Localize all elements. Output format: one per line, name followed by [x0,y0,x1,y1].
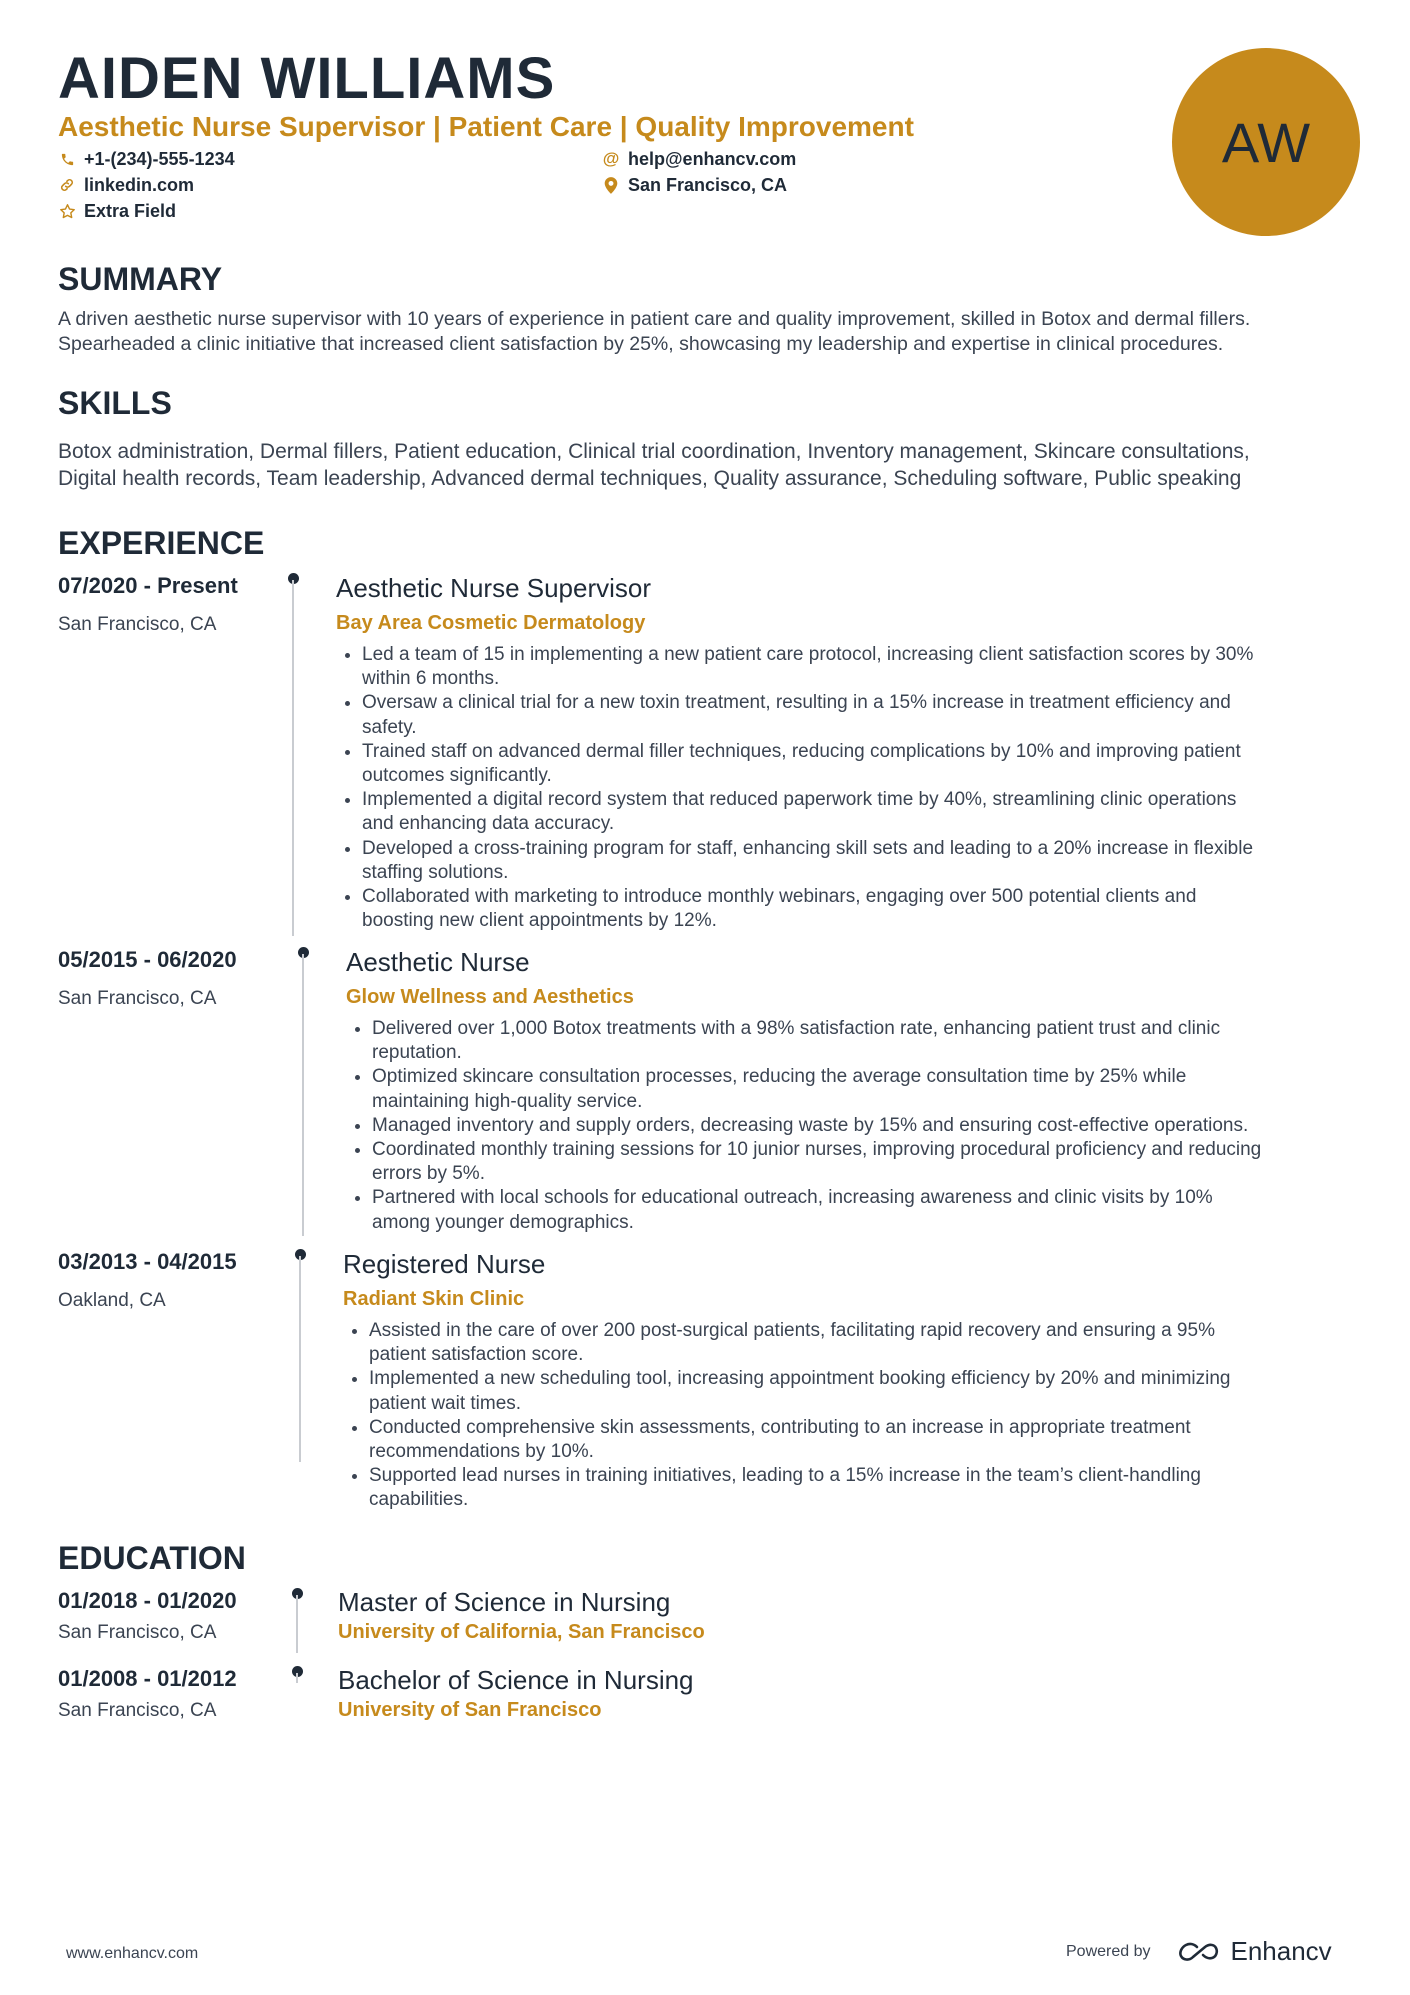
job-bullet: • Coordinated monthly training sessions for 10 junior nurses, improving procedural proficiency and reducing errors by 5%. [372,1138,1402,1186]
job-bullet: • Implemented a new scheduling tool, increasing appointment booking efficiency by 20% and minimizing patient wait times. [369,1367,1399,1415]
phone-icon [58,150,76,168]
job-bullet: • Trained staff on advanced dermal filler techniques, reducing complications by 10% and improving patient outcomes significantly. [362,740,1392,788]
phone-text: +1-(234)-555-1234 [84,149,235,169]
contact-email[interactable] [602,147,796,171]
job-location: San Francisco, CA [58,988,217,1009]
job-bullet: • Managed inventory and supply orders, decreasing waste by 15% and ensuring cost-effective operations. [372,1114,1402,1138]
edu-degree: Master of Science in Nursing [338,1587,671,1617]
edu-location: San Francisco, CA [58,1700,217,1721]
footer-website[interactable]: www.enhancv.com [66,1945,199,1962]
email-text: help@enhancv.com [628,149,797,169]
job-bullet: • Developed a cross-training program for staff, enhancing skill sets and leading to a 20% increase in flexible staffing solutions. [362,837,1392,885]
timeline-line [302,954,304,1236]
job-bullet: • Conducted comprehensive skin assessments, contributing to an increase in appropriate treatment recommendations by 10%. [369,1416,1399,1464]
at-icon: @ [602,149,620,168]
candidate-name: AIDEN WILLIAMS [58,46,556,111]
contact-extra [58,199,176,223]
job-bullet: • Oversaw a clinical trial for a new toxin treatment, resulting in a 15% increase in treatment efficiency and safety. [362,691,1392,739]
timeline-line [296,1595,298,1653]
job-location: San Francisco, CA [58,614,217,635]
job-location: Oakland, CA [58,1290,166,1311]
contact-linkedin[interactable] [58,173,194,197]
summary-line: Spearheaded a clinic initiative that increased client satisfaction by 25%, showcasing my leadership and expertise in clinical procedures. [58,333,1224,355]
job-role: Registered Nurse [343,1249,546,1279]
edu-school: University of California, San Francisco [338,1621,705,1643]
experience-title: EXPERIENCE [58,525,265,561]
enhancv-logo-icon [1177,1940,1223,1964]
avatar [1172,48,1360,236]
job-bullets [346,1017,1402,1235]
footer-powered[interactable] [1066,1936,1332,1967]
skills-line: Digital health records, Team leadership, Advanced dermal techniques, Quality assurance, Scheduling software, Public speaking [58,467,1242,490]
skills-title: SKILLS [58,385,172,421]
job-bullet: • Partnered with local schools for educational outreach, increasing awareness and clinic visits by 10% among younger demographics. [372,1186,1402,1234]
brand-name: Enhancv [1230,1936,1332,1966]
job-bullet: • Optimized skincare consultation processes, reducing the average consultation time by 25% while maintaining high-quality service. [372,1065,1402,1113]
job-bullet: • Delivered over 1,000 Botox treatments with a 98% satisfaction rate, enhancing patient trust and clinic reputation. [372,1017,1402,1065]
job-bullet: • Implemented a digital record system that reduced paperwork time by 40%, streamlining clinic operations and enhancing data accuracy. [362,788,1392,836]
job-dates: 05/2015 - 06/2020 [58,947,237,972]
job-bullet: • Collaborated with marketing to introduce monthly webinars, engaging over 500 potential clients and boosting new client appointments by 12%. [362,885,1392,933]
linkedin-text: linkedin.com [84,175,195,195]
job-bullet: • Supported lead nurses in training initiatives, leading to a 15% increase in the team’s client-handling capabilities. [369,1464,1399,1512]
job-bullet: • Assisted in the care of over 200 post-surgical patients, facilitating rapid recovery and ensuring a 95% patient satisfaction score. [369,1319,1399,1367]
edu-location: San Francisco, CA [58,1622,217,1643]
job-company: Glow Wellness and Aesthetics [346,986,634,1008]
edu-dates: 01/2018 - 01/2020 [58,1588,237,1613]
skills-text [58,438,1358,492]
job-bullets [336,643,1392,933]
summary-text [58,307,1358,357]
summary-title: SUMMARY [58,261,223,297]
job-bullets [343,1319,1399,1513]
enhancv-logo [1177,1936,1332,1967]
timeline-line [296,1673,298,1683]
job-role: Aesthetic Nurse Supervisor [336,573,652,603]
contact-location [602,173,787,197]
edu-school: University of San Francisco [338,1699,602,1721]
job-dates: 07/2020 - Present [58,573,238,598]
location-text: San Francisco, CA [628,175,788,195]
avatar-initials: AW [1221,110,1311,174]
map-pin-icon [602,176,620,194]
timeline-line [299,1256,301,1462]
link-icon [58,176,76,194]
timeline-line [292,580,294,936]
skills-line: Botox administration, Dermal fillers, Patient education, Clinical trial coordination, Inventory management, Skincare consultations, [58,440,1250,463]
contact-phone[interactable] [58,147,235,171]
star-icon [58,202,76,220]
job-role: Aesthetic Nurse [346,947,530,977]
education-title: EDUCATION [58,1540,246,1576]
edu-degree: Bachelor of Science in Nursing [338,1665,694,1695]
extra-text: Extra Field [84,201,177,221]
job-dates: 03/2013 - 04/2015 [58,1249,237,1274]
headline: Aesthetic Nurse Supervisor | Patient Care | Quality Improvement [58,111,914,142]
edu-dates: 01/2008 - 01/2012 [58,1666,237,1691]
summary-line: A driven aesthetic nurse supervisor with 10 years of experience in patient care and quality improvement, skilled in Botox and dermal fillers. [58,308,1251,330]
job-company: Radiant Skin Clinic [343,1288,525,1310]
job-company: Bay Area Cosmetic Dermatology [336,612,646,634]
powered-by-label: Powered by [1066,1942,1151,1960]
job-bullet: • Led a team of 15 in implementing a new patient care protocol, increasing client satisfaction scores by 30% within 6 months. [362,643,1392,691]
